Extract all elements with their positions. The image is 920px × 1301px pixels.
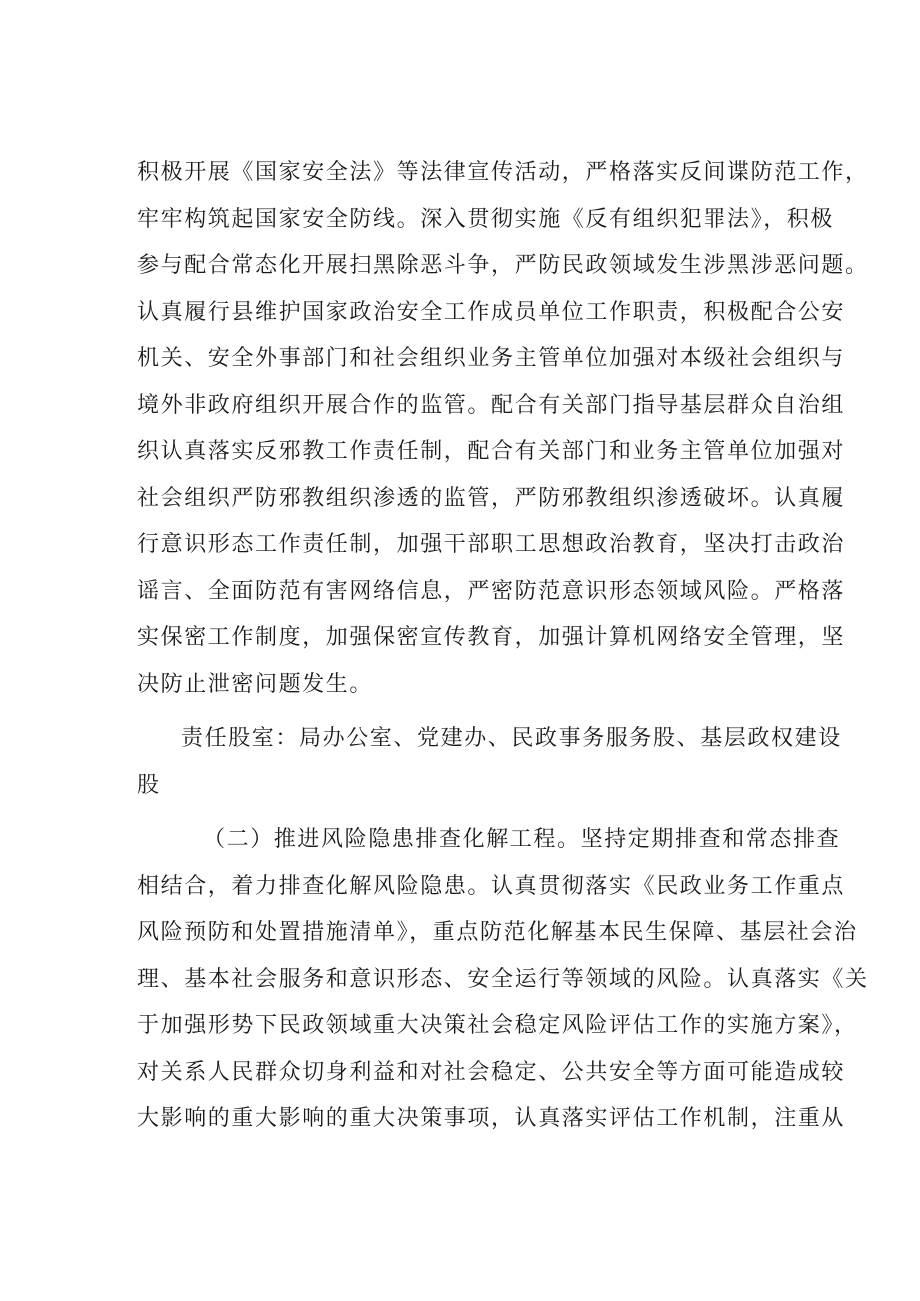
text-line: 实保密工作制度，加强保密宣传教育，加强计算机网络安全管理，坚 bbox=[137, 625, 846, 650]
text-line: 风险预防和处置措施清单》，重点防范化解基本民生保障、基层社会治 bbox=[137, 920, 858, 945]
text-line: 股 bbox=[137, 772, 161, 798]
document-body bbox=[137, 150, 869, 1143]
text-line: 织认真落实反邪教工作责任制，配合有关部门和业务主管单位加强对 bbox=[137, 439, 846, 464]
text-line: 大影响的重大影响的重大决策事项，认真落实评估工作机制，注重从 bbox=[137, 1106, 846, 1131]
paragraph-national-security bbox=[137, 150, 869, 708]
text-line: 决防止泄密问题发生。 bbox=[137, 671, 374, 697]
section-heading-line: （二）推进风险隐患排查化解工程。坚持定期排查和常态排查 bbox=[203, 827, 841, 852]
text-line: 参与配合常态化开展扫黑除恶斗争，严防民政领域发生涉黑涉恶问题。 bbox=[137, 253, 869, 278]
text-line: 于加强形势下民政领域重大决策社会稳定风险评估工作的实施方案》， bbox=[137, 1013, 858, 1038]
paragraph-gap bbox=[137, 708, 797, 716]
text-line: 机关、安全外事部门和社会组织业务主管单位加强对本级社会组织与 bbox=[137, 346, 846, 371]
text-line: 认真履行县维护国家政治安全工作成员单位工作职责，积极配合公安 bbox=[137, 299, 846, 325]
text-line: 积极开展《国家安全法》等法律宣传活动，严格落实反间谍防范工作， bbox=[137, 160, 869, 185]
text-line: 境外非政府组织开展合作的监管。配合有关部门指导基层群众自治组 bbox=[137, 392, 846, 418]
text-line: 理、基本社会服务和意识形态、安全运行等领域的风险。认真落实《关 bbox=[137, 966, 869, 992]
paragraph-responsibility bbox=[137, 716, 842, 809]
text-line: 行意识形态工作责任制，加强干部职工思想政治教育，坚决打击政治 bbox=[137, 532, 846, 557]
paragraph-gap bbox=[137, 809, 797, 817]
text-line: 社会组织严防邪教组织渗透的监管，严防邪教组织渗透破坏。认真履 bbox=[137, 485, 846, 511]
text-line: 对关系人民群众切身利益和对社会稳定、公共安全等方面可能造成较 bbox=[137, 1059, 846, 1085]
paragraph-risk-screening bbox=[137, 817, 869, 1143]
text-line: 相结合，着力排查化解风险隐患。认真贯彻落实《民政业务工作重点 bbox=[137, 873, 846, 899]
text-line: 责任股室：局办公室、党建办、民政事务服务股、基层政权建设 bbox=[181, 726, 842, 751]
text-line: 牢牢构筑起国家安全防线。深入贯彻实施《反有组织犯罪法》，积极 bbox=[137, 206, 835, 232]
text-line: 谣言、全面防范有害网络信息，严密防范意识形态领域风险。严格落 bbox=[137, 578, 846, 604]
